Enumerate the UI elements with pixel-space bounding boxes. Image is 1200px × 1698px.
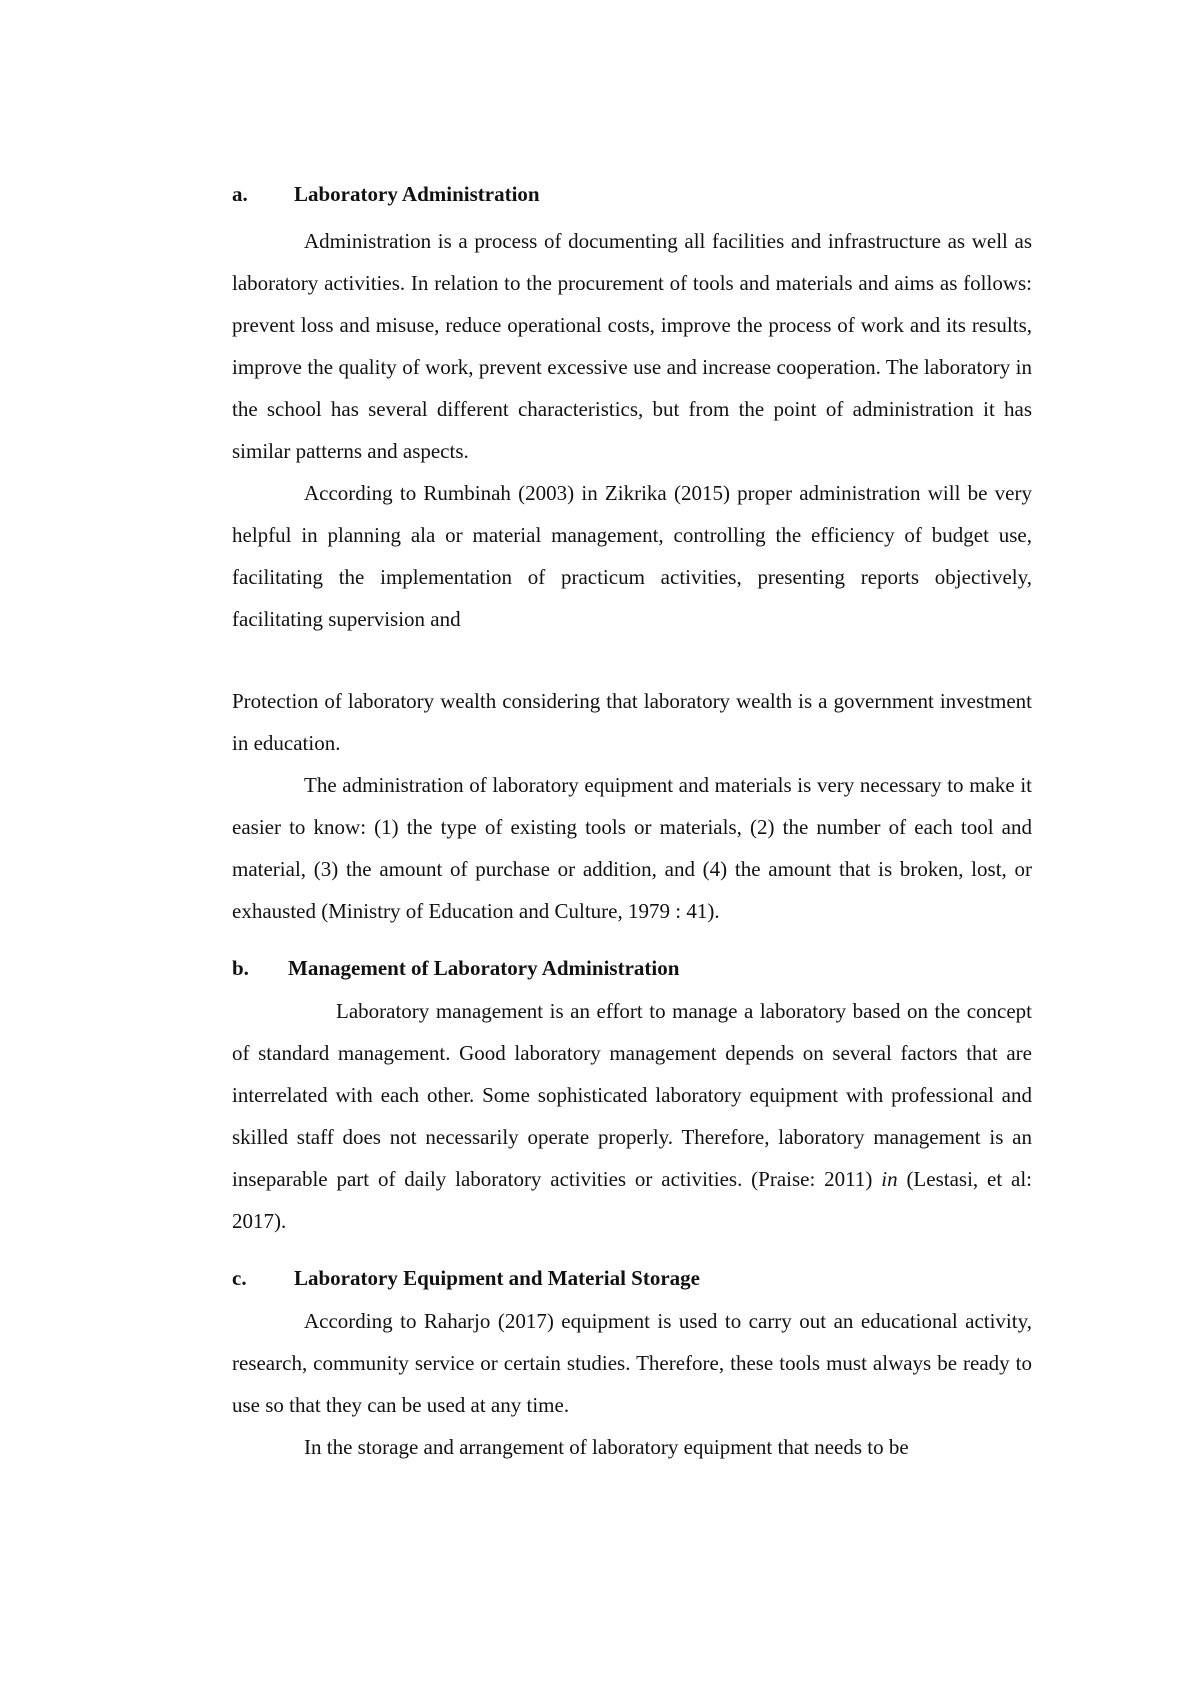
section-title: Laboratory Equipment and Material Storage (294, 1266, 700, 1290)
section-marker: a. (232, 182, 248, 206)
section-marker: b. (232, 956, 249, 980)
document-content (232, 180, 1032, 1468)
paragraph-text-end: (Lestasi, et al: 2017). (232, 1167, 1033, 1233)
paragraph: Administration is a process of documenting all facilities and infrastructure as well as laboratory activities. In relation to the procurement of tools and materials and aims as follows: prevent loss and misuse, reduce operational costs, improve the process of work and its results, improve the quality of work, prevent excessive use and increase cooperation. The laboratory in the school has several different characteristics, but from the point of administration it has similar patterns and aspects. (232, 229, 1032, 463)
paragraph-italic-in: in (881, 1167, 898, 1191)
paragraph: In the storage and arrangement of laboratory equipment that needs to be (304, 1435, 909, 1459)
section-title: Management of Laboratory Administration (288, 956, 680, 980)
paragraph (232, 990, 1032, 1242)
paragraph-text: Laboratory management is an effort to manage a laboratory based on the concept of standard management. Good laboratory management depends on several factors that are interrelated with each other. Some sophisticated laboratory equipment with professional and skilled staff does not necessarily operate properly. Therefore, laboratory management is an inseparable part of daily laboratory activities or activities. (Praise: 2011) (232, 999, 1032, 1191)
heading-laboratory-equipment-and-material-storage (232, 1264, 1032, 1292)
paragraph: According to Rumbinah (2003) in Zikrika (2015) proper administration will be very helpful in planning ala or material management, controlling the efficiency of budget use, facilitating the implementation of practicum activities, presenting reports objectively, facilitating supervision and (232, 481, 1032, 631)
section-marker: c. (232, 1266, 247, 1290)
paragraph: The administration of laboratory equipment and materials is very necessary to make it easier to know: (1) the type of existing tools or materials, (2) the number of each tool and material, (3) the amount of purchase or addition, and (4) the amount that is broken, lost, or exhausted (Ministry of Education and Culture, 1979 : 41). (232, 773, 1032, 923)
paragraph: According to Raharjo (2017) equipment is used to carry out an educational activity, research, community service or certain studies. Therefore, these tools must always be ready to use so that they can be used at any time. (232, 1309, 1032, 1417)
heading-management-of-laboratory-administration (232, 954, 1032, 982)
heading-laboratory-administration (232, 180, 1032, 208)
section-title: Laboratory Administration (294, 182, 540, 206)
paragraph: Protection of laboratory wealth considering that laboratory wealth is a government investment in education. (232, 689, 1032, 755)
